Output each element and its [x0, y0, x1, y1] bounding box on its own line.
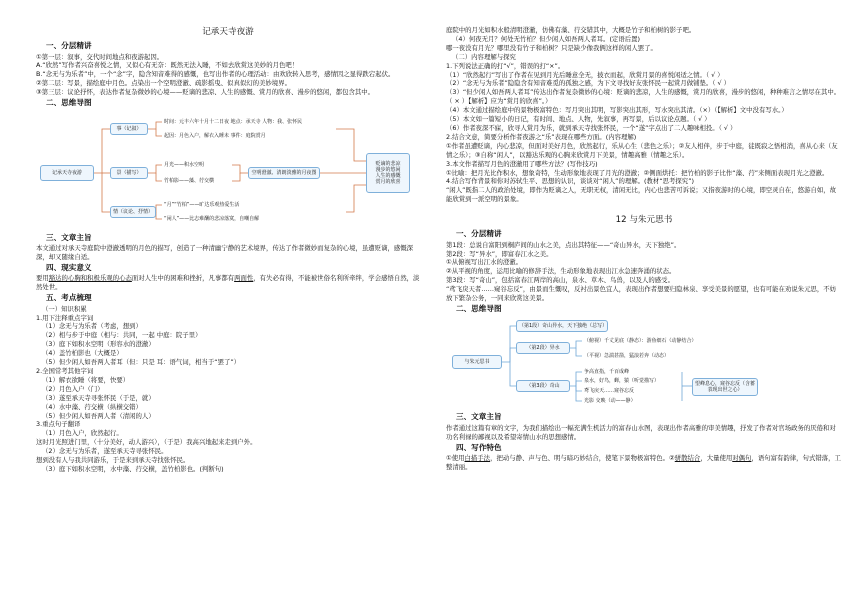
exam-line: 想到没有人与我共同游乐，于是来到承天寺找张怀民。 [36, 456, 190, 465]
underlined-phrase: 骈散结合 [674, 454, 701, 463]
exam-line: （2）相与步于中庭（相与：共同，一起 中庭：院子里） [42, 331, 202, 340]
analysis-line: 3.本文作者描写月色的澄澈用了哪些方法？(写作技巧) [446, 159, 598, 168]
layer-line: ②从平视的角度，运用比喻的修辞手法，生动形象地表现出江水急速奔涌的状态。 [446, 267, 676, 276]
mind-leaf: 竹柏影——藻、荇交横 [164, 177, 215, 184]
meaning-part: ，有失必有得，不能被世俗名利所牵绊，学会感悟自然，淡然处世。 [36, 274, 420, 292]
mind2-mountain-summary: 望峰息心，窥谷忘反（含蓄表现出世之心） [692, 378, 758, 396]
style-part: ，把动与静、声与色、明与暗巧妙结合，使笔下景物极富特色。② [490, 454, 675, 463]
analysis-line: （二）内容理解与探究 [452, 52, 516, 61]
exam-line: （1）月色入户，欣然起行。 [42, 429, 123, 438]
emotion-item: 赏月的欣喜 [375, 178, 401, 185]
meaning-text [36, 274, 420, 292]
section-heading-layers: 一、分层精讲 [46, 41, 92, 50]
article-title-2: 12 与朱元思书 [615, 215, 673, 226]
analysis-line: 4.结合写作背景和你对苏轼生平、思想的认识，谈谈对“闲人”的理解。(教材“思考探究”) [446, 177, 694, 186]
mind2-branch-overview: （第1段）奇山异水，天下独绝（总写） [516, 320, 608, 332]
mind-branch-event: 事（记叙） [110, 123, 148, 135]
mind-scene-summary: 空明澄澈、清朗淡雅的月夜图 [248, 167, 320, 179]
analysis-line: （6）作者夜深不寐，欣寻人赏月为乐，就到承天寺找张怀民，一个“遂”字点出了二人趣味相投。（ √ ） [446, 123, 737, 132]
mind2-leaf: 泉水，好鸟，蝉，猿（听觉描写） [584, 378, 660, 385]
style-part: ，语句富有韵律，句式错落，工整清丽。 [446, 454, 841, 472]
exam-line: （4）盖竹柏影也（大概是） [42, 349, 123, 358]
mind-root: 记承天寺夜游 [40, 165, 94, 181]
style-part: ，大量使用 [700, 454, 733, 463]
mind-map-2-connectors [446, 316, 842, 408]
mind-map [36, 111, 420, 229]
analysis-line: 庭院中的月光如积水般清明澄澈，仿佛有藻、荇交错其中，大概是竹子和柏树的影子吧。 [446, 26, 696, 34]
analysis-line: ①作者虽遭贬谪，内心悲凉，但面对美好月色，欣然起行，乐从心生（悲色之乐）；②友人相伴，步于中庭，徒既寂之悟相消，喜从心来（友情之乐）；③自称“闲人”，以豁达乐观的心胸来欣赏月下美景，情趣高雅（情趣之乐）。 [446, 141, 838, 159]
mind-emotion-box [366, 153, 410, 193]
analysis-line: （4）何夜无月？何处无竹柏？但少闲人如吾两人者耳。(定语后置) [452, 34, 640, 43]
left-column [36, 18, 420, 474]
emotion-item: 贬谪的悲凉 [375, 160, 401, 167]
underlined-phrase: 豁达的心胸和积极乐观的心态 [48, 274, 132, 283]
exam-line: 2.全国常考其他字词 [36, 367, 94, 375]
analysis-line: “闲人”既指二人的政治处境，即作为贬谪之人，无职无权，清闲无比，内心也悲苦可诉说；又指夜游时的心境，即空灵自在，悠游自如，故能欣赏到一派空明的景象。 [446, 186, 837, 204]
exam-line: 1.用下注释重点字词 [36, 313, 94, 322]
mind-map-2 [446, 316, 842, 408]
exam-line: （2）念无与为乐者，遂至承天寺寻张怀民。 [42, 447, 168, 456]
layer-line: ①从俯视写出江水的澄澈。 [446, 258, 523, 267]
analysis-line: 1.下列说法正确的打“√”，错误的打“×”。 [446, 61, 565, 70]
theme-text: 本文通过对承天寺庭院中澄澈透明的月色的描写，创造了一种清幽宁静的艺术境界，传达了作者微妙而复杂的心境，虽遭贬谪，感慨深深，却又随缘自适。 [36, 244, 414, 261]
layer-line: B.“念无与为乐者”中，一个“念”字，隐含知音难得的感慨，也写出作者的心理活动：由欢欣转入思考，感情因之显得跌宕起伏。 [36, 70, 395, 79]
meaning-part: 要用 [36, 274, 49, 283]
exam-line: （4）水中藻、荇交横（纵横交错） [42, 402, 142, 411]
layer-line: ②第二层：写景，描绘庭中月色。点染出一个空明澄澈、疏影摇曳、似真似幻的美妙境界。 [36, 79, 291, 88]
section-heading-style: 四、写作特色 [456, 442, 502, 452]
layer-line: A.“欣然”写作者兴奋喜悦之情，又似心有无奈：既然无法入睡，不如去欣赏这美妙的月色吧！ [36, 61, 299, 70]
analysis-line: ①比喻：把月光比作积水，想象奇特，生动形象地表现了月光的澄澈；②侧面烘托：把竹柏的影子比作“藻、荇”来侧面表现月光之澄澈。 [446, 168, 829, 177]
section-heading-exam-points: 五、考点梳理 [46, 293, 92, 303]
exam-line: （1）解衣欲睡（将要，快要） [42, 375, 130, 384]
style-text [446, 454, 842, 472]
exam-line: （5）但少闲人如吾两人者（清闲的人） [42, 411, 155, 420]
article-title: 记承天寺夜游 [202, 27, 254, 37]
section-heading-layers-2: 一、分层精讲 [456, 229, 502, 239]
analysis-line: （4）本文通过描绘庭中的景物极富特色：写月突出其明，写影突出其形，写水突出其清。（×）（【解析】文中没有写水。） [446, 106, 788, 115]
mind-leaf: 月光——积水空明 [164, 161, 205, 168]
emotion-item: 人生的感慨 [375, 172, 401, 179]
analysis-line: （2）“念无与为乐者”隐隐含有知音难觅的孤独之感，为下文寻找好友张怀民一起赏月做铺垫。（ √ ） [446, 79, 731, 88]
mind-leaf: 时间：元丰六年十月十二日夜 地点：承天寺 人物：我、张怀民 [164, 118, 303, 125]
analysis-line: 哪一夜没有月光？哪里没有竹子和柏树？只是缺少像我俩这样的闲人罢了。 [446, 43, 657, 52]
mind-branch-emotion: 情（议论、抒情） [110, 206, 156, 218]
layer-line: “鸢飞戾天者……窥谷忘反”，由景而生慨叹，反衬出景色宜人，表现出作者想要归隐林泉、享受美景的愿望，也有可能在劝说朱元思，不妨放下繁杂公务，一同来欣赏这美景。 [446, 285, 837, 303]
mind2-leaf: （平视）急湍甚箭，猛浪若奔（动态） [584, 353, 670, 360]
right-column [446, 26, 842, 472]
exam-line: 3.重点句子翻译 [36, 420, 81, 429]
underlined-phrase: 对偶句 [732, 454, 752, 463]
emotion-item: 漫步的悠闲 [375, 166, 401, 173]
exam-line: （3）庭下如积水空明，水中藻、荇交横，盖竹柏影也。(判断句) [42, 464, 224, 473]
underlined-phrase: 白描手法 [464, 454, 491, 463]
mind2-branch-mountain: （第3段）奇山 [516, 380, 570, 392]
analysis-line: 2.结合文意，简要分析作者夜游之“乐”表现在哪些方面。(内容理解) [446, 132, 637, 141]
style-part: ①使用 [446, 454, 465, 463]
meaning-part: 面对人生中的困难和挫折，凡事都有 [131, 274, 235, 283]
mind2-root: 与朱元思书 [452, 355, 502, 369]
subheading: （一）知识积累 [42, 304, 87, 313]
mind-leaf: “闲人”——比志难酬的悲凉落寞，自嘲自解 [164, 215, 260, 222]
exam-line: （3）遂至承天寺寻张怀民（于是，就） [42, 393, 155, 402]
section-heading-mindmap: 二、思维导图 [46, 98, 92, 108]
mind2-leaf: （俯视）千丈见底（静态）：游鱼细石（动静结合） [584, 338, 697, 345]
exam-line: 这时月光照进门里，（十分美好，动人游兴），（于是）我高兴地起来走到户外。 [36, 438, 257, 447]
mind2-leaf: 鸢飞戾天……窥谷忘反 [584, 388, 635, 395]
layer-line: ③第三层：议论抒怀，表达作者复杂微妙的心境——贬谪的悲凉、人生的感慨、赏月的欣喜、漫步的悠闲，都包含其中。 [36, 88, 375, 97]
layer-line: 第3段：写“奇山”，包括富春江两岸的高山，泉水、草木、鸟兽，以及人的感受。 [446, 276, 674, 285]
theme-text-2: 作者通过这篇有章的文字，为我们描绘出一幅充满生机活力的富春山水图，表现出作者高雅的审美情趣，抒发了作者对官场政务的厌倦和对功名利禄的鄙视以及希望寄情山水的思想感情。 [446, 423, 836, 441]
analysis-line: （3）“但少闲人如吾两人者耳”传达出作者复杂微妙的心境：贬谪的悲凉，人生的感慨，赏月的欣喜，漫步的悠闲，种种难言之情尽在其中。（ × ）【解析】应为“赏月的欣喜”。） [446, 88, 841, 106]
layer-line: 第2段：写“异水”，即富春江水之美。 [446, 249, 553, 258]
layer-line: 第1段：总说自富阳到桐庐间的山水之美，点出其特征——“奇山异水，天下独绝”。 [446, 240, 681, 249]
mind-leaf: “月”“竹柏”——旷达乐观热爱生活 [164, 201, 240, 208]
section-heading-meaning: 四、现实意义 [46, 262, 92, 272]
section-heading-theme: 三、文章主旨 [46, 232, 92, 242]
exam-line: （3）庭下如积水空明（形容水的澄澈） [42, 340, 155, 349]
section-heading-theme-2: 三、文章主旨 [456, 412, 502, 422]
exam-line: （1）念无与为乐者（考虑，想到） [42, 322, 142, 331]
mind2-leaf: 光影 交映（动——静） [584, 398, 636, 405]
mind-leaf: 起因：月色入户，解衣入睡未 事件：庭院赏月 [164, 132, 266, 139]
analysis-line: （5）本文如一篇短小的日记，有时间、地点、人物，先叙事，再写景，后以议论点题。（ √ ） [446, 115, 711, 124]
mind-branch-scene: 景（描写） [110, 167, 148, 179]
mind2-leaf: 争高直指，千百成峰 [584, 369, 630, 376]
exam-line: （5）但少闲人如吾两人者耳（但：只是 耳：语气词，相当于“罢了”） [42, 358, 241, 367]
section-heading-mindmap-2: 二、思维导图 [456, 303, 502, 313]
exam-line: （2）月色入户（门） [42, 384, 104, 393]
mind2-branch-water: （第2段）异水 [516, 342, 570, 354]
underlined-phrase: 两面性 [234, 274, 254, 283]
layer-line: ①第一层：叙事，交代时间地点和夜游起因。 [36, 52, 164, 61]
analysis-line: （1）“欣然起行”写出了作者在见到月光后睡意全无，披衣而起，欣赏月景的喜悦闲适之情。（ √ ） [446, 70, 724, 79]
